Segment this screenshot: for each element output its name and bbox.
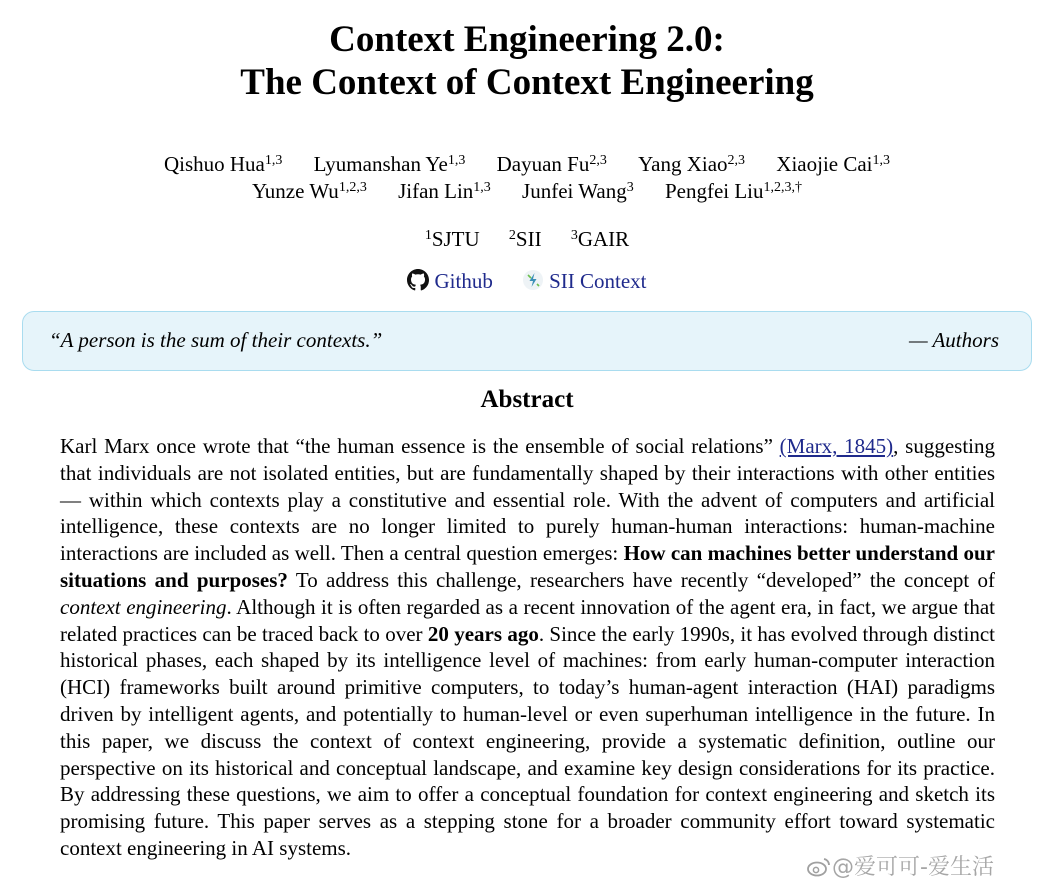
author: Pengfei Liu$^{1,2,3,\dagger}$ [664,179,803,203]
sii-context-icon [522,269,544,291]
github-icon [407,269,429,291]
abstract-heading: Abstract [480,386,574,413]
weibo-icon [806,856,832,878]
project-links [0,269,1054,294]
author-row-2 [0,178,1054,205]
author: Junfei Wang$^3$ [522,179,634,203]
affiliations [0,227,1054,252]
affiliation: $^1$SJTU [424,227,480,251]
abstract-body: Karl Marx once wrote that “the human essence is the ensemble of social relations” (Marx, 1845), suggesting that individuals are not isolated entities, but are fundamentally shaped by their interactions with other entities — within which contexts play a constitutive and essential role. With the advent of computers and artificial intelligence, these contexts are no longer limited to purely human-human interactions: human-machine interactions are included as well. Then a central question emerges: How can machines better understand our situations and purposes? To address this challenge, researchers have recently “developed” the concept of context engineering. Although it is often regarded as a recent innovation of the agent era, in fact, we argue that related practices can be traced back to over 20 years ago. Since the early 1990s, it has evolved through distinct historical phases, each shaped by its intelligence level of machines: from early human-computer interaction (HCI) frameworks built around primitive computers, to today’s human-agent interaction (HAI) paradigms driven by intelligent agents, and potentially to human-level or even superhuman intelligence in the future. In this paper, we discuss the context of context engineering, provide a systematic definition, outline our perspective on its historical and conceptual landscape, and examine key design considerations for its practice. By addressing these questions, we aim to offer a conceptual foundation for context engineering and sketch its promising future. This paper serves as a stepping stone for a broader community effort toward systematic context engineering in AI systems. [60,434,996,860]
github-link[interactable]: Github [407,269,498,293]
author: Xiaojie Cai$^{1,3}$ [776,152,891,176]
author: Yunze Wu$^{1,2,3}$ [251,179,367,203]
affiliation: $^2$SII [508,227,542,251]
epigraph-quote: “A person is the sum of their contexts.” [49,328,383,352]
emphasis-question: How can machines better understand our situations and purposes? [60,541,995,592]
emphasis-years: 20 years ago [427,621,539,646]
epigraph-box [22,311,1032,371]
epigraph-attribution: — Authors [908,328,999,352]
title-line-2: The Context of Context Engineering [240,62,814,103]
paper-title [0,18,1054,104]
author-row-1 [0,151,1054,178]
sii-context-link[interactable]: SII Context [522,269,646,293]
citation-link[interactable]: (Marx, 1845) [779,434,894,458]
title-line-1: Context Engineering 2.0: [329,19,725,60]
author: Qishuo Hua$^{1,3}$ [163,152,283,176]
author: Lyumanshan Ye$^{1,3}$ [313,152,466,176]
author: Dayuan Fu$^{2,3}$ [496,152,607,176]
watermark: @爱可可-爱生活 [806,850,994,881]
emphasis-term: context engineering [60,594,227,619]
author: Jifan Lin$^{1,3}$ [398,179,491,203]
author: Yang Xiao$^{2,3}$ [638,152,746,176]
affiliation: $^3$GAIR [570,227,630,251]
